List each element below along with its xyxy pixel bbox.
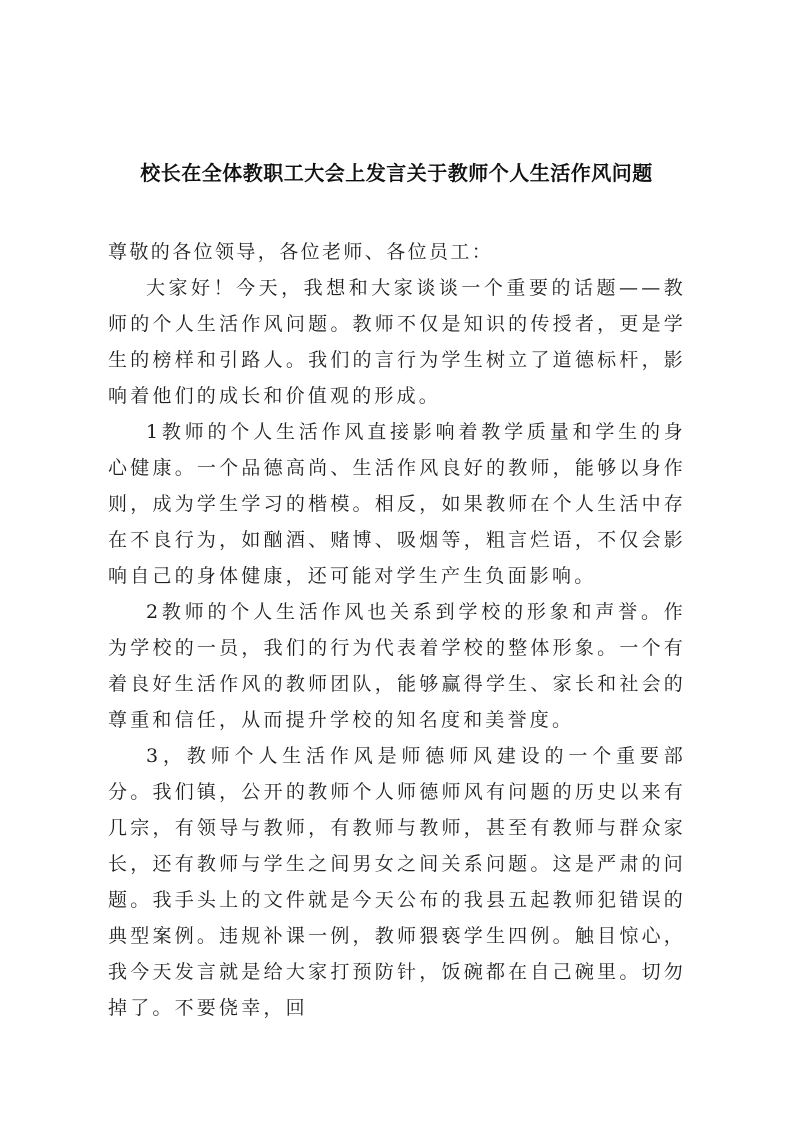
paragraph-intro: 大家好！今天，我想和大家谈谈一个重要的话题——教师的个人生活作风问题。教师不仅是知识的传授者，更是学生的榜样和引路人。我们的言行为学生树立了道德标杆，影响着他们的成长和价值观的形成。 [108,277,686,407]
paragraph-point-3: 3，教师个人生活作风是师德师风建设的一个重要部分。我们镇，公开的教师个人师德师风有问题的历史以来有几宗，有领导与教师，有教师与教师，甚至有教师与群众家长，还有教师与学生之间男女之间关系问题。这是严肃的问题。我手头上的文件就是今天公布的我县五起教师犯错误的典型案例。违规补课一例，教师猥亵学生四例。触目惊心，我今天发言就是给大家打预防针，饭碗都在自己碗里。切勿掉了。不要侥幸，回 [108,745,686,1019]
document-title: 校长在全体教职工大会上发言关于教师个人生活作风问题 [140,161,653,185]
paragraph-point-2: 2教师的个人生活作风也关系到学校的形象和声誉。作为学校的一员，我们的行为代表着学校的整体形象。一个有着良好生活作风的教师团队，能够赢得学生、家长和社会的尊重和信任，从而提升学校的知名度和美誉度。 [108,601,686,731]
paragraph-point-1: 1教师的个人生活作风直接影响着教学质量和学生的身心健康。一个品德高尚、生活作风良好的教师，能够以身作则，成为学生学习的楷模。相反，如果教师在个人生活中存在不良行为，如酗酒、赌博、吸烟等，粗言烂语，不仅会影响自己的身体健康，还可能对学生产生负面影响。 [108,421,686,587]
salutation: 尊敬的各位领导，各位老师、各位员工： [108,241,494,263]
document-body [108,234,686,1026]
